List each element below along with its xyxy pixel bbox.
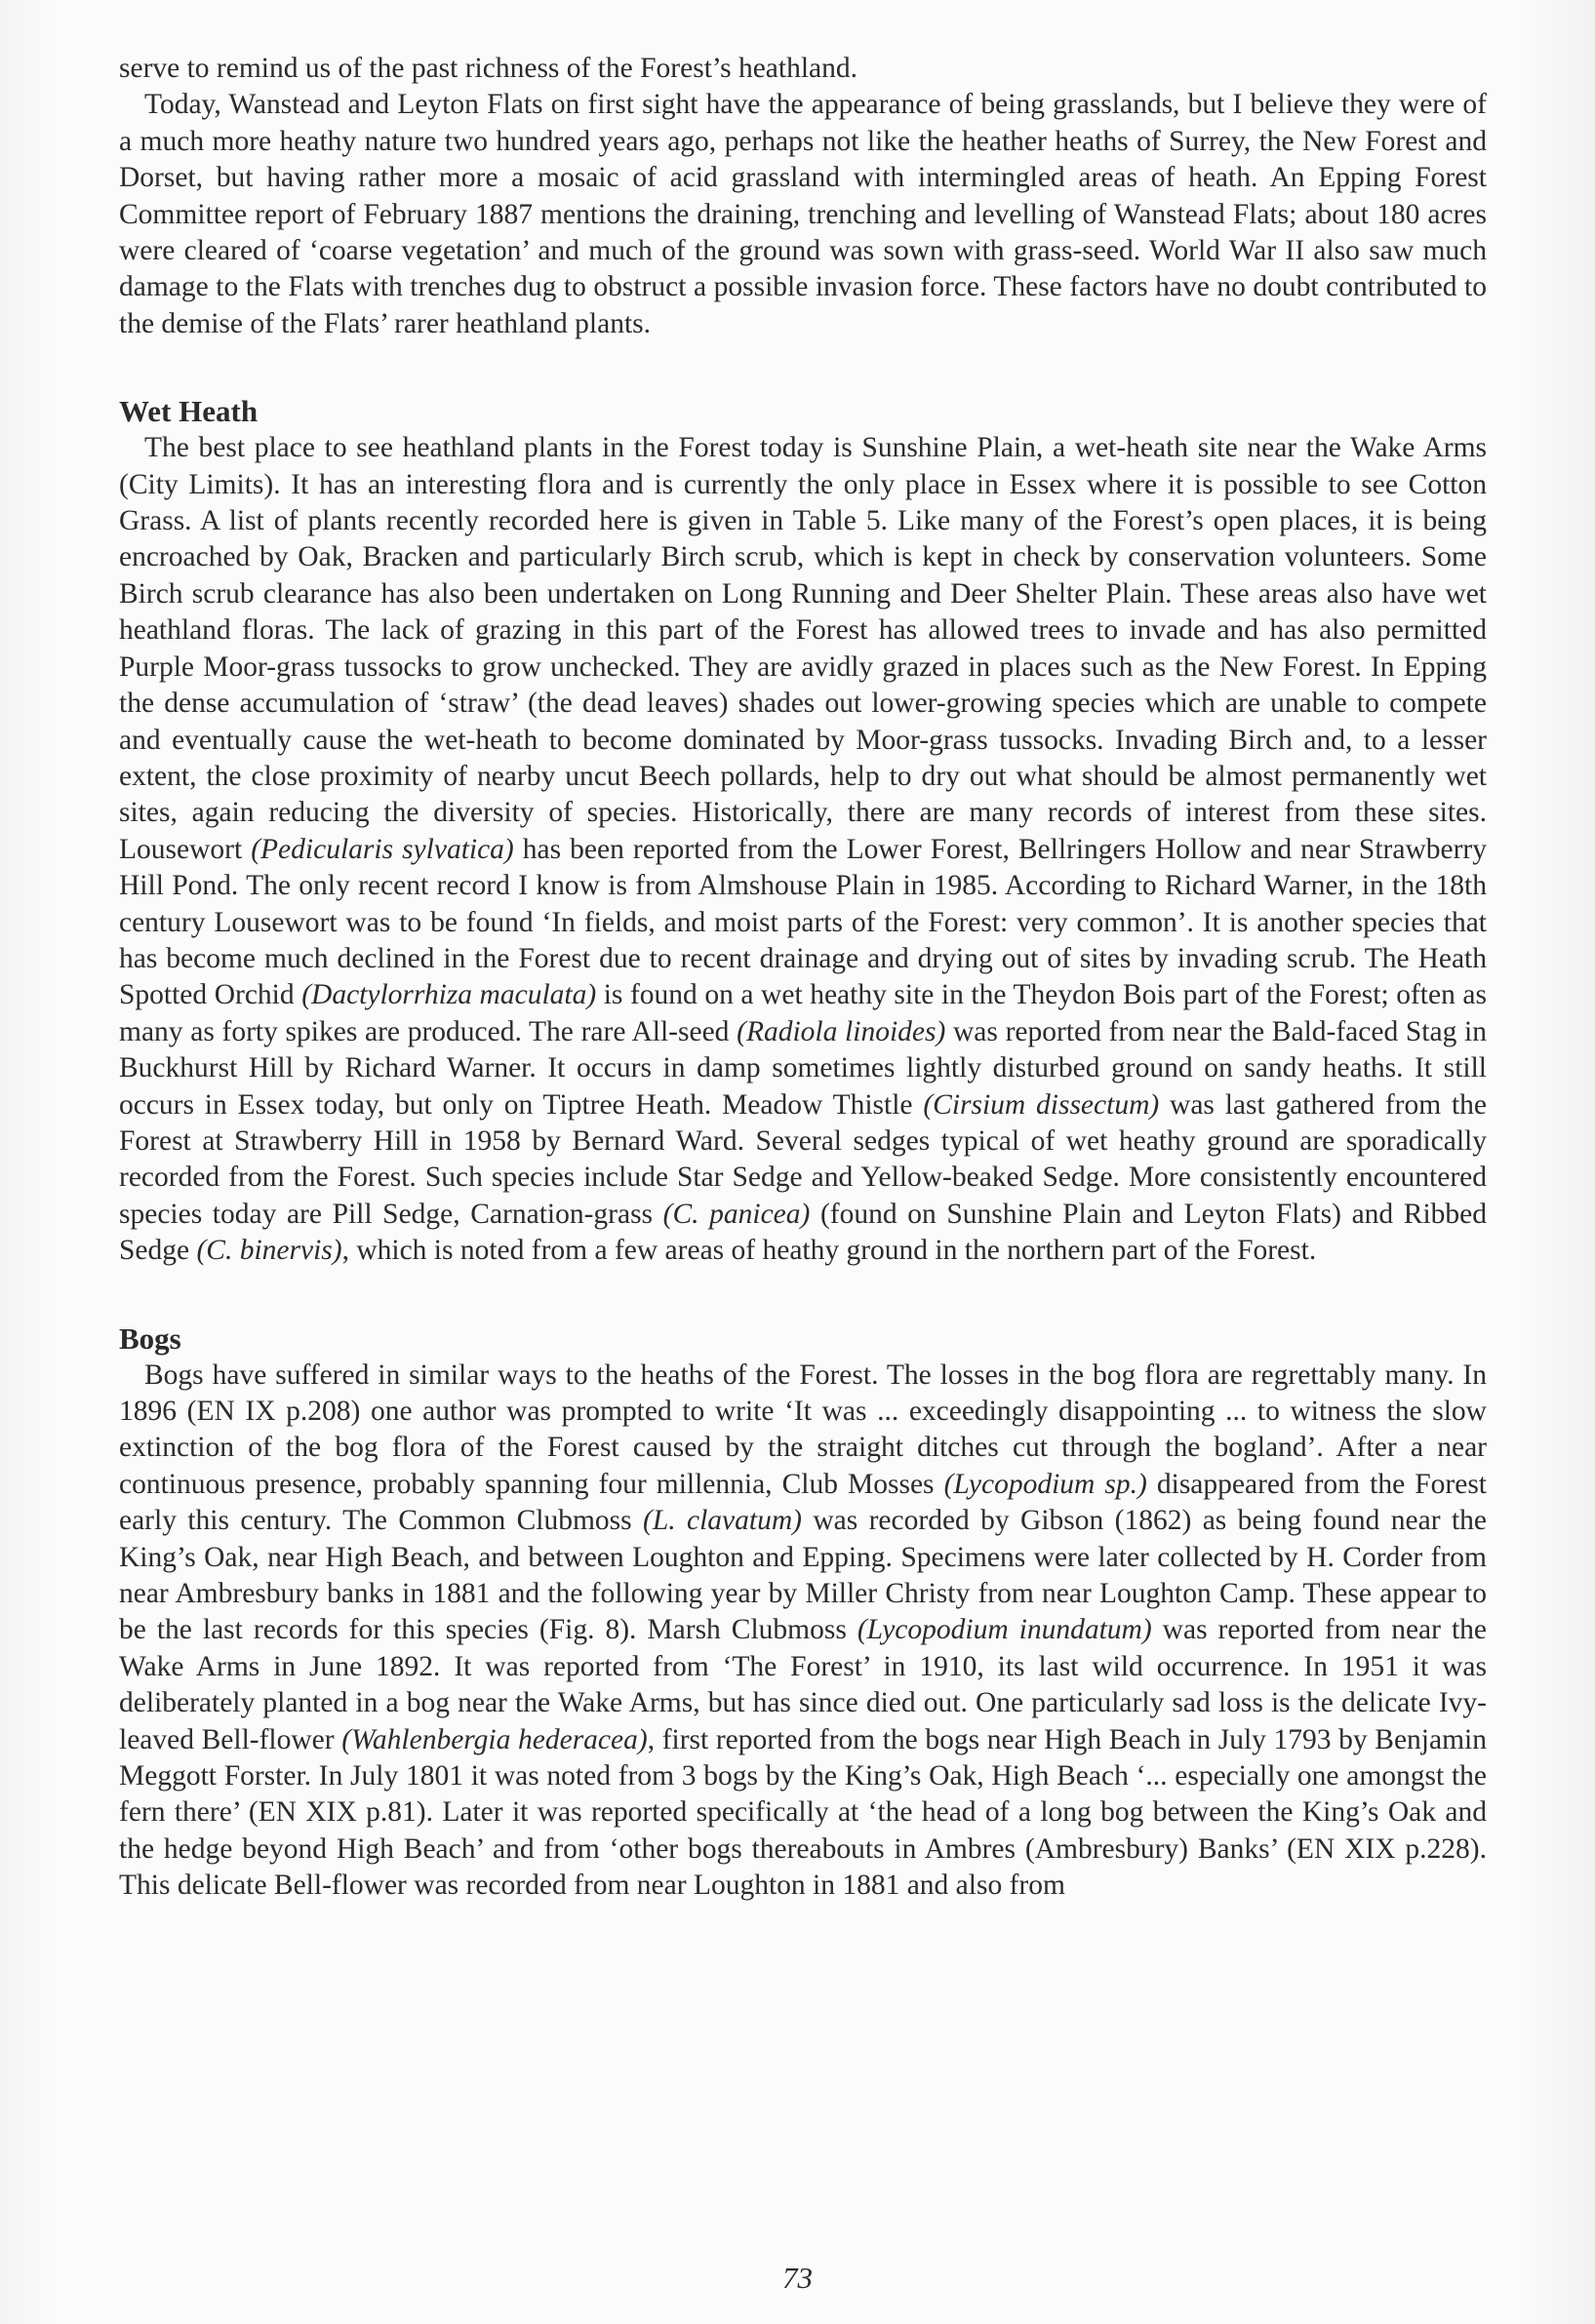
- text-run: , which is noted from a few areas of heathy ground in the northern part of the Forest.: [341, 1235, 1317, 1267]
- text-run: Bogs have suffered in similar ways to the heaths of the Forest. The losses in the bog flora are regrettably many. In 1896 (EN IX p.208) one author was prompted to write ‘It was ... exceedingly disappointing ... to witness the slow extinction of the bog flora of the Forest caused by the straight ditches cut through the bogland’. After a near continuous presence, probably spanning four millennia, Club Mosses: [119, 1359, 1487, 1500]
- text-run: was reported from near the Bald-faced Stag in Buckhurst Hill by Richard Warner. It occurs in damp sometimes lightly disturbed ground on sandy heaths. It still occurs in Essex today, but only on Tiptree Heath. Meadow Thistle: [119, 1015, 1487, 1121]
- species-name: (Cirsium dissectum): [923, 1088, 1160, 1121]
- species-name: (Pedicularis sylvatica): [251, 833, 514, 865]
- page-number: 73: [782, 2261, 813, 2295]
- paragraph-bogs: [119, 1358, 1487, 1905]
- paragraph-flats: Today, Wanstead and Leyton Flats on first sight have the appearance of being grasslands, but I believe they were of a much more heathy nature two hundred years ago, perhaps not like the heather heaths of Surrey, the New Forest and Dorset, but having rather more a mosaic of acid grassland with intermingled areas of heath. An Epping Forest Committee report of February 1887 mentions the draining, trenching and levelling of Wanstead Flats; about 180 acres were cleared of ‘coarse vegetation’ and much of the ground was sown with grass-seed. World War II also saw much damage to the Flats with trenches dug to obstruct a possible invasion force. These factors have no doubt contributed to the demise of the Flats’ rarer heathland plants.: [119, 89, 1487, 339]
- opening-paragraph: serve to remind us of the past richness of the Forest’s heathland.: [119, 53, 857, 84]
- text-run: was recorded by Gibson (1862) as being found near the King’s Oak, near High Beach, and between Loughton and Epping. Specimens were later collected by H. Corder from near Ambresbury banks in 1881 and the following year by Miller Christy from near Loughton Camp. These appear to be the last records for this species (Fig. 8). Marsh Clubmoss: [119, 1505, 1487, 1646]
- text-column: [119, 51, 1487, 1905]
- text-run: was reported from near the Wake Arms in June 1892. It was reported from ‘The Forest’ in 1910, its last wild occurrence. In 1951 it was deliberately planted in a bog near the Wake Arms, but has since died out. One particularly sad loss is the delicate Ivy-leaved Bell-flower: [119, 1614, 1488, 1755]
- text-run: was last gathered from the Forest at Strawberry Hill in 1958 by Bernard Ward. Several sedges typical of wet heathy ground are sporadically recorded from the Forest. Such species include Star Sedge and Yellow-beaked Sedge. More consistently encountered species today are Pill Sedge, Carnation-grass: [119, 1088, 1488, 1230]
- section-spacer: [119, 1270, 1487, 1320]
- text-run: has been reported from the Lower Forest, Bellringers Hollow and near Strawberry Hill Pond. The only recent record I know is from Almshouse Plain in 1985. According to Richard Warner, in the 18th century Lousewort was to be found ‘In fields, and moist parts of the Forest: very common’. It is another species that has become much declined in the Forest due to recent drainage and drying out of sites by invading scrub. The Heath Spotted Orchid: [119, 833, 1487, 1011]
- text-run: , first reported from the bogs near High Beach in July 1793 by Benjamin Meggott Forster. In July 1801 it was noted from 3 bogs by the King’s Oak, High Beach ‘... especially one amongst the fern there’ (EN XIX p.81). Later it was reported specifically at ‘the head of a long bog between the King’s Oak and the hedge beyond High Beach’ and from ‘other bogs thereabouts in Ambres (Ambresbury) Banks’ (EN XIX p.228). This delicate Bell-flower was recorded from near Loughton in 1881 and also from: [119, 1723, 1487, 1902]
- species-name: (Lycopodium inundatum): [857, 1614, 1152, 1646]
- species-name: (Wahlenbergia hederacea): [341, 1723, 648, 1755]
- text-run: (found on Sunshine Plain and Leyton Flats) and Ribbed Sedge: [119, 1198, 1487, 1267]
- section-spacer: [119, 342, 1487, 393]
- paragraph-wet-heath: [119, 430, 1487, 1269]
- species-name: (Radiola linoides): [737, 1015, 946, 1047]
- species-name: (L. clavatum): [643, 1505, 802, 1537]
- species-name: (C. panicea): [662, 1198, 811, 1230]
- species-name: (C. binervis): [196, 1235, 342, 1267]
- text-run: disappeared from the Forest early this century. The Common Clubmoss: [119, 1468, 1487, 1537]
- text-run: is found on a wet heathy site in the Theydon Bois part of the Forest; often as many as forty spikes are produced. The rare All-seed: [119, 979, 1487, 1047]
- species-name: (Dactylorrhiza maculata): [301, 979, 597, 1011]
- text-run: The best place to see heathland plants in the Forest today is Sunshine Plain, a wet-heath site near the Wake Arms (City Limits). It has an interesting flora and is currently the only place in Essex where it is possible to see Cotton Grass. A list of plants recently recorded here is given in Table 5. Like many of the Forest’s open places, it is being encroached by Oak, Bracken and particularly Birch scrub, which is kept in check by conservation volunteers. Some Birch scrub clearance has also been undertaken on Long Running and Deer Shelter Plain. These areas also have wet heathland floras. The lack of grazing in this part of the Forest has allowed trees to invade and has also permitted Purple Moor-grass tussocks to grow unchecked. They are avidly grazed in places such as the New Forest. In Epping the dense accumulation of ‘straw’ (the dead leaves) shades out lower-growing species which are unable to compete and eventually cause the wet-heath to become dominated by Moor-grass tussocks. Invading Birch and, to a lesser extent, the close proximity of nearby uncut Beech pollards, help to dry out what should be almost permanently wet sites, again reducing the diversity of species. Historically, there are many records of interest from these sites. Lousewort: [119, 432, 1487, 865]
- species-name: (Lycopodium sp.): [943, 1468, 1147, 1500]
- section-heading-wet-heath: Wet Heath: [119, 394, 259, 429]
- section-heading-bogs: Bogs: [119, 1320, 181, 1356]
